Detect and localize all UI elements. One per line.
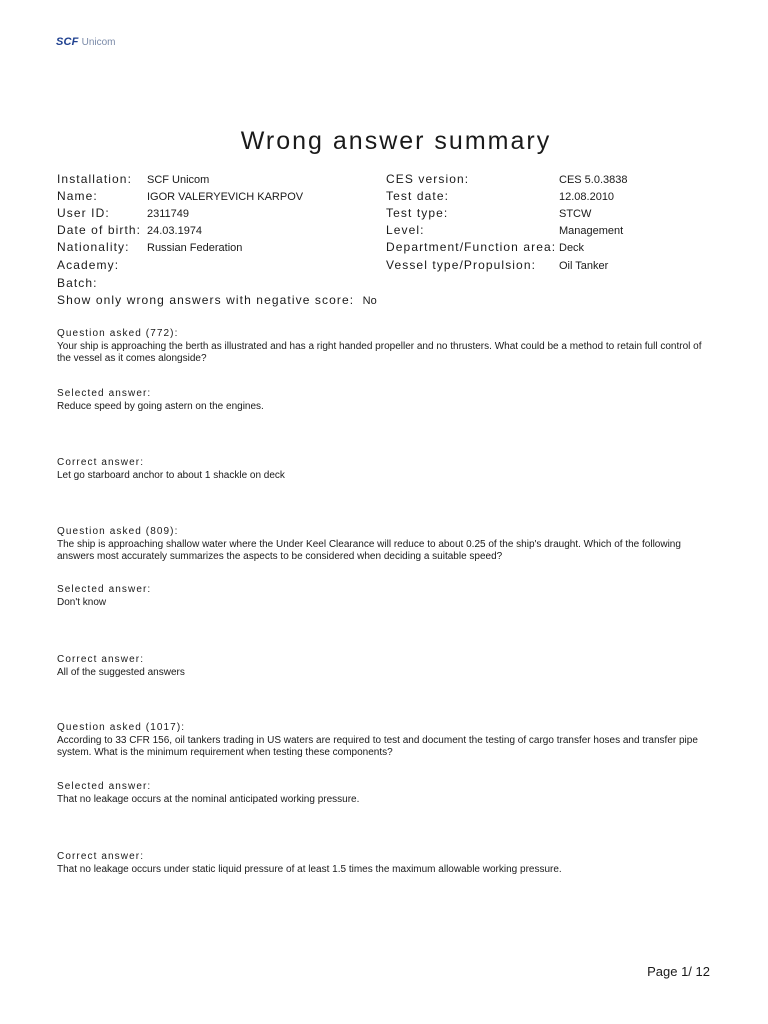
question-block	[57, 327, 717, 365]
correct-answer-text: All of the suggested answers	[57, 667, 185, 678]
user-id-value-wrap	[147, 204, 189, 221]
installation-row	[57, 170, 132, 187]
selected-answer-label: Selected answer:	[57, 388, 152, 399]
show-only-value: No	[362, 295, 377, 307]
batch-label: Batch:	[57, 276, 98, 290]
level-value-wrap	[559, 221, 623, 238]
name-label: Name:	[57, 189, 98, 203]
level-label-wrap	[386, 221, 425, 238]
nationality-row	[57, 238, 130, 255]
user-id-value: 2311749	[147, 208, 190, 220]
test-type-label-wrap	[386, 204, 448, 221]
department-label: Department/Function area:	[386, 240, 557, 254]
question-text: The ship is approaching shallow water where the Under Keel Clearance will reduce to about 0.25 of the ship's draught. Which of the following answers most accurately summarizes the aspects to be considered when deciding a suitable speed?	[57, 539, 681, 562]
question-block	[57, 721, 717, 759]
vessel-label: Vessel type/Propulsion:	[386, 258, 537, 272]
dob-value-wrap	[147, 221, 202, 238]
selected-answer-block	[57, 387, 717, 413]
correct-answer-label: Correct answer:	[57, 457, 145, 468]
question-asked-label: Question asked (1017):	[57, 722, 186, 733]
dob-label: Date of birth:	[57, 223, 142, 237]
selected-answer-label: Selected answer:	[57, 781, 152, 792]
test-date-label: Test date:	[386, 189, 450, 203]
correct-answer-text: Let go starboard anchor to about 1 shackle on deck	[57, 470, 285, 481]
nationality-label: Nationality:	[57, 240, 130, 254]
vessel-label-wrap	[386, 256, 536, 273]
page-title: Wrong answer summary	[240, 127, 552, 155]
correct-answer-label: Correct answer:	[57, 851, 145, 862]
test-date-value: 12.08.2010	[559, 191, 615, 203]
dob-row	[57, 221, 141, 238]
question-text: Your ship is approaching the berth as illustrated and has a right handed propeller and no thrusters. What could be a method to retain full control of the vessel as it comes alongside?	[57, 341, 702, 364]
installation-label: Installation:	[57, 172, 133, 186]
logo-mark: SCF	[56, 36, 79, 48]
user-id-label: User ID:	[57, 206, 110, 220]
scf-unicom-logo	[56, 34, 116, 50]
ces-label: CES version:	[386, 172, 470, 186]
nationality-value-wrap	[147, 238, 242, 255]
department-label-wrap	[386, 238, 556, 255]
show-only-label: Show only wrong answers with negative score:	[57, 293, 355, 307]
test-date-label-wrap	[386, 187, 449, 204]
selected-answer-text: Reduce speed by going astern on the engines.	[57, 401, 264, 412]
test-type-value-wrap	[559, 204, 591, 221]
nationality-value: Russian Federation	[147, 242, 243, 254]
department-value: Deck	[559, 242, 585, 254]
test-date-value-wrap	[559, 187, 614, 204]
show-only-row	[57, 291, 377, 308]
installation-value-wrap	[147, 170, 209, 187]
name-row	[57, 187, 98, 204]
selected-answer-block	[57, 583, 717, 609]
ces-label-wrap	[386, 170, 469, 187]
selected-answer-label: Selected answer:	[57, 584, 152, 595]
user-id-row	[57, 204, 110, 221]
correct-answer-text: That no leakage occurs under static liquid pressure of at least 1.5 times the maximum allowable working pressure.	[57, 864, 562, 875]
test-type-label: Test type:	[386, 206, 449, 220]
test-type-value: STCW	[559, 208, 592, 220]
vessel-value-wrap	[559, 256, 608, 273]
question-block	[57, 525, 717, 563]
name-value-wrap	[147, 187, 303, 204]
name-value: IGOR VALERYEVICH KARPOV	[147, 191, 304, 203]
batch-row	[57, 274, 98, 291]
level-label: Level:	[386, 223, 425, 237]
installation-value: SCF Unicom	[147, 174, 210, 186]
dob-value: 24.03.1974	[147, 225, 203, 237]
selected-answer-block	[57, 780, 717, 806]
department-value-wrap	[559, 238, 584, 255]
logo-text: Unicom	[81, 36, 116, 48]
selected-answer-text: That no leakage occurs at the nominal anticipated working pressure.	[57, 794, 360, 805]
correct-answer-block	[57, 653, 717, 679]
correct-answer-block	[57, 850, 717, 876]
correct-answer-label: Correct answer:	[57, 654, 145, 665]
level-value: Management	[559, 225, 624, 237]
academy-label: Academy:	[57, 258, 120, 272]
question-asked-label: Question asked (772):	[57, 328, 179, 339]
vessel-value: Oil Tanker	[559, 260, 609, 272]
ces-value: CES 5.0.3838	[559, 174, 628, 186]
academy-row	[57, 256, 119, 273]
question-text: According to 33 CFR 156, oil tankers trading in US waters are required to test and document the testing of cargo transfer hoses and transfer pipe system. What is the minimum requirement when testing these components?	[57, 735, 698, 758]
correct-answer-block	[57, 456, 717, 482]
ces-value-wrap	[559, 170, 628, 187]
page-number: Page 1/ 12	[647, 964, 710, 979]
selected-answer-text: Don't know	[57, 597, 107, 608]
question-asked-label: Question asked (809):	[57, 526, 179, 537]
